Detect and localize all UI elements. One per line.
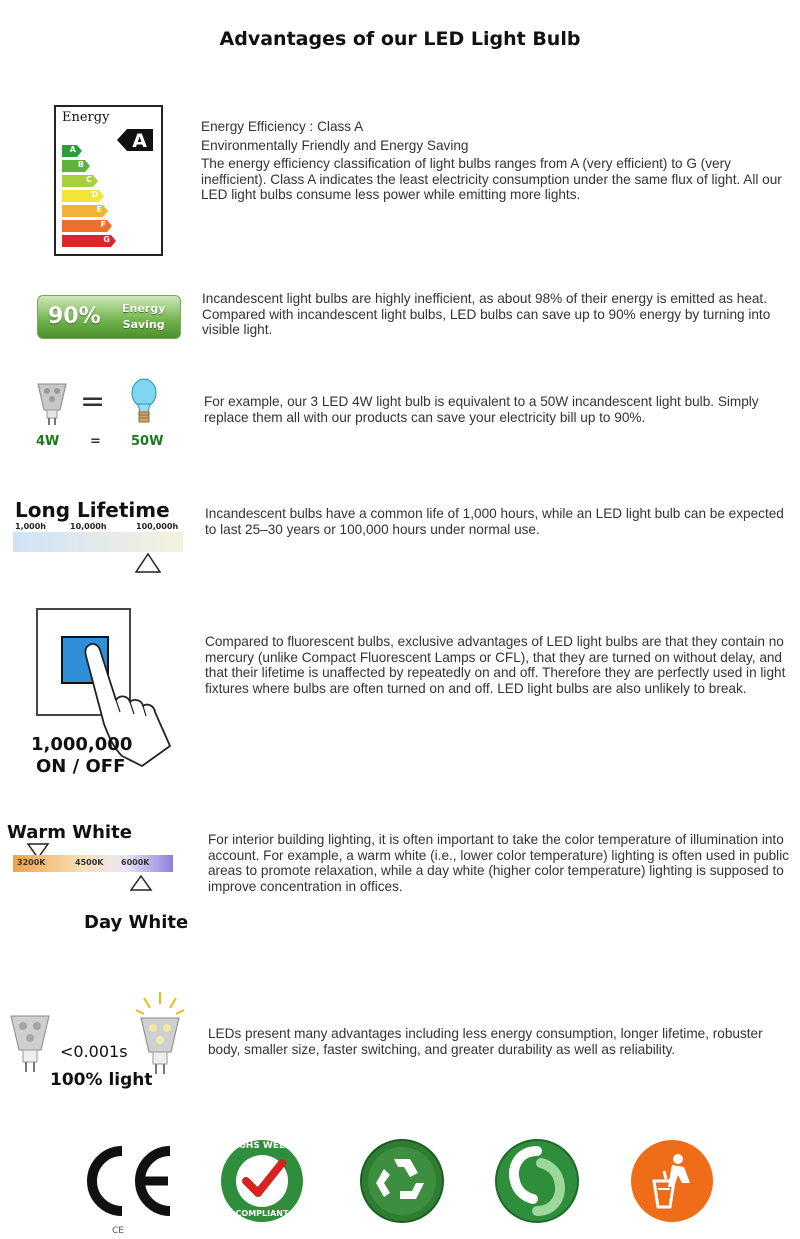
energy-description: The energy efficiency classification of light bulbs ranges from A (very efficient) to G (very inefficient). Class A indicates the least electricity consumption under the same flux of light. All our LED light bulbs consume less power while emitting more lights. <box>201 156 782 202</box>
energy-bar-label: F <box>100 220 106 229</box>
green-dot-logo <box>493 1137 581 1225</box>
color-tick-2: 4500K <box>75 858 104 867</box>
rohs-top-text: RoHS WEEE <box>232 1141 292 1151</box>
lifetime-gradient-bar <box>13 532 183 552</box>
lifetime-tick-3: 100,000h <box>136 522 179 531</box>
color-tick-3: 6000K <box>121 858 150 867</box>
wattage-equivalent-section <box>0 378 800 453</box>
instant-light-label: 100% light <box>50 1070 153 1090</box>
energy-heading-1: Energy Efficiency : Class A <box>201 119 364 134</box>
wattage-equals: = <box>90 434 101 449</box>
energy-label-graphic <box>54 105 163 256</box>
lifetime-title: Long Lifetime <box>15 498 170 522</box>
energy-bar-label: D <box>91 190 98 199</box>
energy-bar-g <box>62 235 116 247</box>
energy-bar-label: B <box>77 160 84 169</box>
instant-time: <0.001s <box>60 1042 128 1061</box>
energy-bar-a <box>62 145 82 157</box>
page-title: Advantages of our LED Light Bulb <box>219 28 581 50</box>
energy-text-block <box>201 119 791 203</box>
led-bulb-icon <box>36 382 68 426</box>
warm-white-label: Warm White <box>7 822 132 843</box>
rohs-weee-compliant-logo <box>218 1137 306 1225</box>
led-wattage: 4W <box>36 434 60 449</box>
day-white-marker-icon <box>129 874 153 892</box>
switching-count: 1,000,000 <box>31 734 133 755</box>
led-bulb-on-icon <box>132 990 188 1076</box>
instant-light-section <box>0 990 800 1095</box>
day-white-label: Day White <box>84 912 189 933</box>
no-trash-bin-logo <box>628 1137 716 1225</box>
energy-bar-label: G <box>103 235 110 244</box>
badge-label-line: Saving <box>122 318 165 331</box>
badge-percent: 90% <box>48 304 101 329</box>
lifetime-section <box>0 498 800 578</box>
energy-bar-c <box>62 175 98 187</box>
instant-description: LEDs present many advantages including less energy consumption, longer lifetime, robuster body, smaller size, faster switching, and greater durability as well as reliability. <box>208 1026 763 1057</box>
energy-bar-b <box>62 160 90 172</box>
color-temperature-bar <box>13 855 173 872</box>
badge-label <box>122 301 165 333</box>
energy-bar-label: A <box>69 145 76 154</box>
equivalent-description: For example, our 3 LED 4W light bulb is equivalent to a 50W incandescent light bulb. Simply replace them all with our products can save your electricity bill up to 90%. <box>204 394 759 425</box>
rohs-bottom-text: COMPLIANT <box>235 1209 289 1218</box>
incandescent-wattage: 50W <box>131 434 164 449</box>
energy-bar-label: E <box>96 205 102 214</box>
color-temperature-description: For interior building lighting, it is often important to take the color temperature of illumination into account. For example, a warm white (i.e., lower color temperature) lighting is often used in public areas to promote relaxation, while a day white (higher color temperature) lighting is supposed to improve concentration in offices. <box>208 832 790 894</box>
recycle-logo <box>358 1137 446 1225</box>
lifetime-marker-icon <box>134 552 162 574</box>
energy-heading-2: Environmentally Friendly and Energy Saving <box>201 137 469 153</box>
energy-efficiency-section <box>0 105 800 265</box>
energy-grade-arrow <box>117 129 153 151</box>
color-temperature-section <box>0 822 800 937</box>
energy-saving-badge <box>37 295 181 339</box>
energy-grade-letter: A <box>132 130 147 152</box>
incandescent-bulb-icon <box>128 378 160 428</box>
energy-saving-section <box>0 291 800 345</box>
energy-bar-f <box>62 220 112 232</box>
lifetime-tick-1: 1,000h <box>15 522 46 531</box>
lifetime-tick-2: 10,000h <box>70 522 107 531</box>
saving-description: Incandescent light bulbs are highly inefficient, as about 98% of their energy is emitted as heat. Compared with incandescent light bulbs, LED bulbs can save up to 90% energy by turning into visible light. <box>202 291 771 337</box>
ce-logo <box>80 1137 168 1225</box>
energy-bar-e <box>62 205 108 217</box>
energy-bar-label: C <box>86 175 92 184</box>
switching-label: ON / OFF <box>36 756 126 777</box>
switching-description: Compared to fluorescent bulbs, exclusive advantages of LED light bulbs are that they contain no mercury (unlike Compact Fluorescent Lamps or CFL), that they are turned on without delay, and that their lifetime is unaffected by repeatedly on and off. Therefore they are perfectly used in light fixtures where bulbs are often turned on and off. LED light bulbs are also unlikely to break. <box>205 634 786 696</box>
switching-section <box>0 608 800 778</box>
ce-logo-caption: CE <box>112 1226 124 1236</box>
color-tick-1: 3200K <box>17 858 46 867</box>
led-bulb-off-icon <box>8 1012 52 1074</box>
energy-label-title: Energy <box>62 110 110 125</box>
badge-label-line: Energy <box>122 302 166 315</box>
energy-bar-d <box>62 190 104 202</box>
equals-sign: = <box>80 384 106 419</box>
lifetime-description: Incandescent bulbs have a common life of 1,000 hours, while an LED light bulb can be expected to last 25–30 years or 100,000 hours under normal use. <box>205 506 784 537</box>
